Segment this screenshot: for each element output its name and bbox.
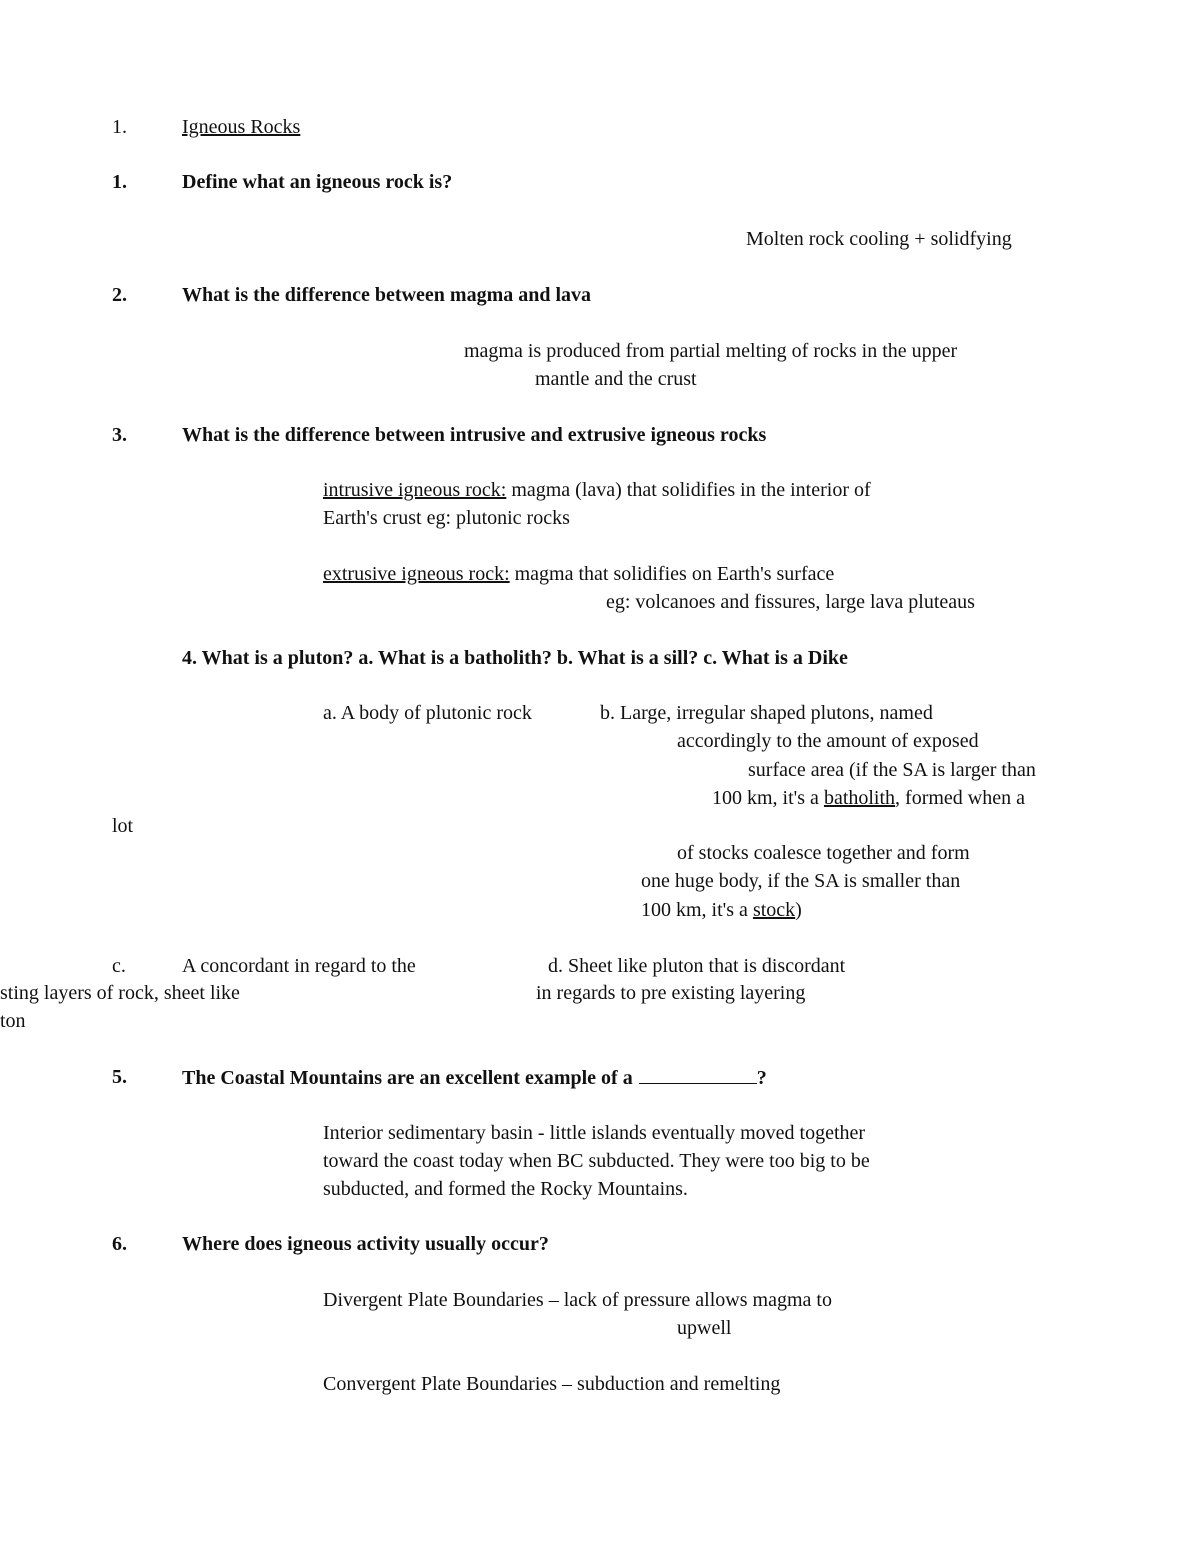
q5-answer-line1: Interior sedimentary basin - little islands eventually moved together bbox=[323, 1122, 866, 1144]
q2-answer-line1: magma is produced from partial melting of rocks in the upper bbox=[464, 340, 958, 362]
q4-b-line8-post: ) bbox=[795, 899, 802, 921]
q5-answer-line2: toward the coast today when BC subducted. They were too big to be bbox=[323, 1150, 870, 1172]
section-heading bbox=[112, 115, 332, 139]
q6-convergent: Convergent Plate Boundaries – subduction and remelting bbox=[323, 1373, 781, 1395]
q3-number: 3. bbox=[112, 424, 127, 446]
q1-question: Define what an igneous rock is? bbox=[182, 171, 453, 193]
q4-b-line8 bbox=[641, 898, 802, 922]
q4-c-label: c. bbox=[112, 955, 126, 977]
q1-number: 1. bbox=[112, 171, 127, 193]
q2-number: 2. bbox=[112, 284, 127, 306]
q5-question-end: ? bbox=[756, 1067, 767, 1089]
q3-question: What is the difference between intrusive and extrusive igneous rocks bbox=[182, 424, 767, 446]
q3-intrusive-line1 bbox=[323, 478, 871, 502]
q4-c-line1: A concordant in regard to the bbox=[182, 955, 416, 977]
q1-answer: Molten rock cooling + solidfying bbox=[746, 228, 1012, 250]
q5-question-text: The Coastal Mountains are an excellent example of a bbox=[182, 1067, 633, 1089]
q4-question: 4. What is a pluton? a. What is a batholith? b. What is a sill? c. What is a Dike bbox=[182, 647, 848, 669]
q5-answer-line3: subducted, and formed the Rocky Mountains. bbox=[323, 1178, 688, 1200]
q3-intrusive-line2: Earth's crust eg: plutonic rocks bbox=[323, 507, 570, 529]
section-heading-number: 1. bbox=[112, 116, 127, 138]
q6-divergent-line2: upwell bbox=[677, 1317, 732, 1339]
section-heading-title: Igneous Rocks bbox=[182, 116, 301, 138]
q4-b-line4 bbox=[712, 786, 1025, 810]
q4-b-line4-pre: 100 km, it's a bbox=[712, 787, 824, 809]
q2-answer-line2: mantle and the crust bbox=[535, 368, 697, 390]
q4-d-line2: in regards to pre existing layering bbox=[536, 982, 806, 1004]
q4-d-line1: d. Sheet like pluton that is discordant bbox=[548, 955, 846, 977]
batholith-term: batholith bbox=[823, 787, 896, 809]
extrusive-term: extrusive igneous rock: bbox=[323, 563, 510, 585]
stock-term: stock bbox=[752, 899, 796, 921]
q5-question bbox=[182, 1065, 767, 1090]
q4-b-line5: lot bbox=[112, 815, 134, 837]
q6-divergent-line1: Divergent Plate Boundaries – lack of pressure allows magma to bbox=[323, 1289, 832, 1311]
q5-number: 5. bbox=[112, 1066, 127, 1088]
q2-question: What is the difference between magma and lava bbox=[182, 284, 592, 306]
q6-question: Where does igneous activity usually occur? bbox=[182, 1233, 549, 1255]
intrusive-definition: magma (lava) that solidifies in the interior of bbox=[506, 479, 871, 501]
q4-b-line2: accordingly to the amount of exposed bbox=[677, 730, 979, 752]
q4-b-line7: one huge body, if the SA is smaller than bbox=[641, 870, 961, 892]
q3-extrusive-line1 bbox=[323, 562, 834, 586]
q4-b-line6: of stocks coalesce together and form bbox=[677, 842, 970, 864]
q4-a-answer: a. A body of plutonic rock bbox=[323, 702, 532, 724]
intrusive-term: intrusive igneous rock: bbox=[323, 479, 507, 501]
extrusive-definition: magma that solidifies on Earth's surface bbox=[509, 563, 835, 585]
q6-number: 6. bbox=[112, 1233, 127, 1255]
q4-b-line1: b. Large, irregular shaped plutons, named bbox=[600, 702, 933, 724]
q4-c-line3: ton bbox=[0, 1010, 26, 1032]
q4-c-line2: sting layers of rock, sheet like bbox=[0, 982, 240, 1004]
q4-b-line8-pre: 100 km, it's a bbox=[641, 899, 753, 921]
q3-extrusive-line2: eg: volcanoes and fissures, large lava pluteaus bbox=[606, 591, 975, 613]
answer-blank bbox=[639, 1065, 757, 1084]
q4-b-line3: surface area (if the SA is larger than bbox=[748, 759, 1036, 781]
q4-b-line4-post: , formed when a bbox=[895, 787, 1025, 809]
